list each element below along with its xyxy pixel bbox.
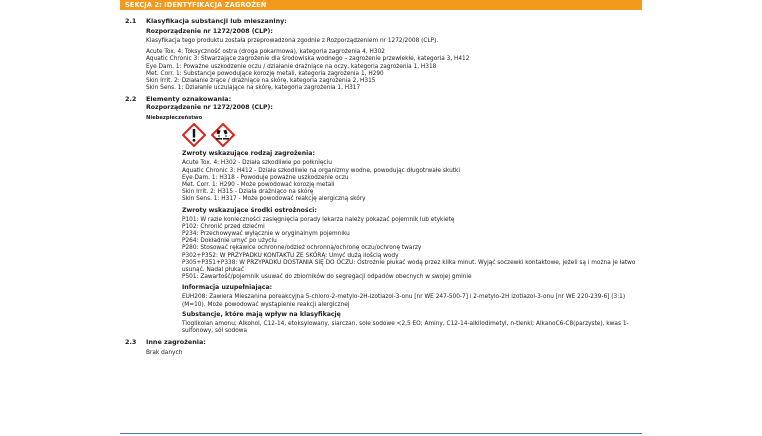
precautionary-statements-title: Zwroty wskazujące środki ostrożności:: [182, 206, 317, 214]
hazard-statement: Skin Sens. 1: H317 - Może powodować reakcję alergiczną skóry: [182, 196, 366, 203]
precautionary-statement: P264: Dokładnie umyć po użyciu: [182, 238, 277, 245]
exclamation-pictogram-icon: [182, 123, 206, 147]
sds-section-2: [120, 0, 642, 436]
corrosion-pictogram-icon: [211, 123, 235, 147]
subsection-number: 2.3: [125, 338, 137, 347]
classifying-substances-text: Tioglikolan amonu; Alkohol, C12-14, etoksylowany, siarczan, sole sodowe <2,5 EO; Aminy, C12-14-alkilodimetyl, n-tlenki; AlkanoC6-C8(parzyste), kwas 1-sulfonowy, sól sodowa: [182, 320, 629, 335]
hazard-statements-title: Zwroty wskazujące rodzaj zagrożenia:: [182, 150, 315, 158]
subsection-title: Elementy oznakowania:: [146, 95, 232, 104]
classification-item: Skin Irrit. 2: Działanie żrące / drażniące na skórę, kategoria zagrożenia 2, H315: [146, 78, 376, 85]
precautionary-statement: P501: Zawartość/pojemnik usuwać do zbiorników do segregacji odpadów obecnych w swojej gminie: [182, 274, 472, 281]
subsection-2-3: [120, 338, 642, 357]
subsection-2-2: [120, 95, 642, 122]
signal-word: Niebezpieczeństwo: [146, 115, 203, 122]
subsection-number: 2.2: [125, 95, 137, 104]
subsection-2-1: [120, 17, 642, 92]
other-hazards-text: Brak danych: [146, 350, 183, 357]
subsection-number: 2.1: [125, 17, 137, 25]
supplementary-info-title: Informacja uzupełniająca:: [182, 284, 273, 292]
classification-item: Skin Sens. 1: Działanie uczulające na skórę, kategoria zagrożenia 1, H317: [146, 85, 361, 92]
hazard-statement: Skin Irrit. 2: H315 - Działa drażniąco na skórę: [182, 189, 314, 196]
section-title: SEKCJA 2: IDENTYFIKACJA ZAGROŻEŃ: [120, 0, 642, 10]
subsection-title: Inne zagrożenia:: [146, 338, 206, 347]
precautionary-statement: P302+P352: W PRZYPADKU KONTAKTU ZE SKÓRĄ: Umyć dużą ilością wody: [182, 252, 399, 259]
hazard-statement: Met. Corr. 1: H290 - Może powodować korozję metali: [182, 182, 335, 189]
precautionary-statement: P234: Przechowywać wyłącznie w oryginalnym pojemniku: [182, 231, 350, 238]
pictograms: [182, 123, 642, 147]
classification-intro: Klasyfikacja tego produktu została przeprowadzona zgodnie z Rozporządzeniem nr 1272/2008 (CLP).: [146, 38, 439, 44]
subsection-title: Klasyfikacja substancji lub mieszaniny:: [146, 17, 287, 25]
regulation-label: Rozporządzenie nr 1272/2008 (CLP):: [146, 104, 273, 112]
classification-item: Met. Corr. 1: Substancje powodujące korozję metali, kategoria zagrożenia 1, H290: [146, 70, 384, 77]
hazard-statement: Aquatic Chronic 3: H412 - Działa szkodliwie na organizmy wodne, powodując długotrwałe skutki: [182, 167, 461, 174]
precautionary-statement: P280: Stosować rękawice ochronne/odzież ochronną/ochronę oczu/ochronę twarzy: [182, 245, 422, 252]
classification-item: Aquatic Chronic 3: Stwarzające zagrożenie dla środowiska wodnego – zagrożenie przewlekłe, kategoria 3, H412: [146, 56, 470, 63]
supplementary-info-text: EUH208: Zawiera Mieszanina poreakcyjna 5-chloro-2-metylo-2H-izotiazol-3-onu [nr WE 247-500-7] i 2-metylo-2H izotiazol-3-onu [nr WE 220-239-6] (3:1) (M=10). Może powodować wystąpienie reakcji alergicznej: [182, 294, 626, 308]
classifying-substances-title: Substancje, które mają wpływ na klasyfikację: [182, 310, 341, 318]
subsection-2-2-details: [182, 150, 642, 335]
precautionary-statement: P305+P351+P338: W PRZYPADKU DOSTANIA SIĘ DO OCZU: Ostrożnie płukać wodą przez kilka minut. Wyjąć soczewki kontaktowe, jeżeli są i można je łatwo usunąć. Nadal płukać: [182, 259, 636, 274]
hazard-statement: Acute Tox. 4: H302 - Działa szkodliwie po połknięciu: [182, 160, 332, 167]
precautionary-statement: P101: W razie konieczności zasięgnięcia porady lekarza należy pokazać pojemnik lub etykietę: [182, 216, 455, 223]
hazard-statement: Eye Dam. 1: H318 - Powoduje poważne uszkodzenie oczu: [182, 174, 349, 181]
classification-item: Acute Tox. 4: Toksyczność ostra (droga pokarmowa), kategoria zagrożenia 4, H302: [146, 49, 385, 56]
regulation-label: Rozporządzenie nr 1272/2008 (CLP):: [146, 28, 273, 35]
bottom-rule: [120, 433, 642, 434]
classification-item: Eye Dam. 1: Poważne uszkodzenie oczu / działanie drażniące na oczy, kategoria zagrożenia 1, H318: [146, 63, 437, 70]
precautionary-statement: P102: Chronić przed dziećmi: [182, 223, 265, 230]
